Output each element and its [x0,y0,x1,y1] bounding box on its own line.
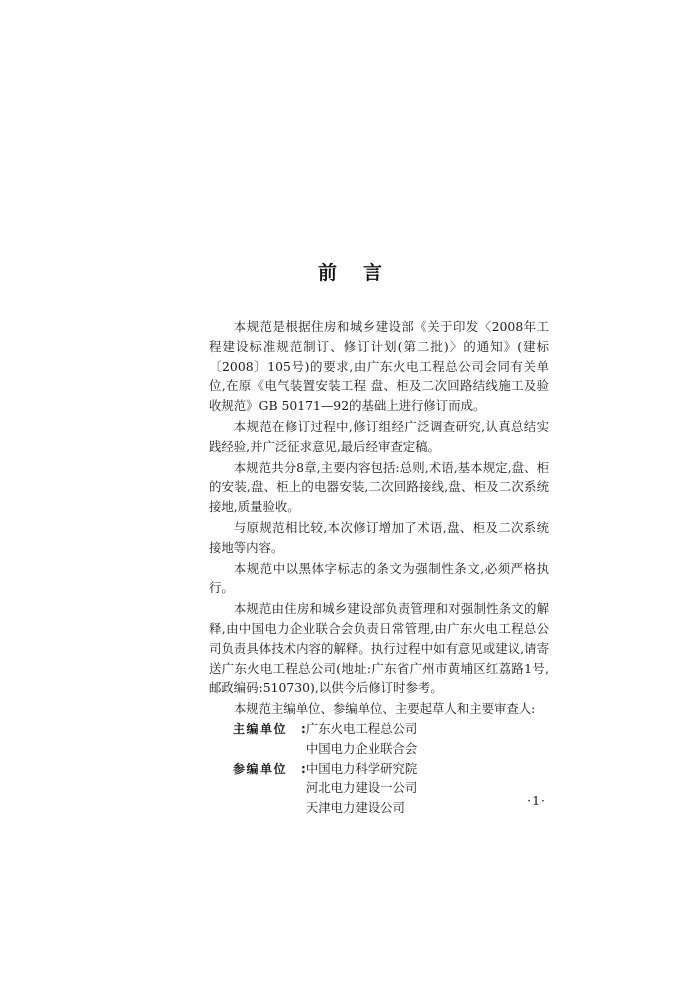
paragraph-mandatory: 本规范中以黑体字标志的条文为强制性条文,必须严格执行。 [209,560,549,596]
paragraph-management: 本规范由住房和城乡建设部负责管理和对强制性条文的解释,由中国电力企业联合会负责日常管理,由广东火电工程总公司负责具体技术内容的解释。执行过程中如有意见或建议,请寄送广东火电工程总公司(地址:广东省广州市黄埔区红荔路1号,邮政编码:510730),以供今后修订时参考。 [209,601,549,696]
participating-units [209,759,549,818]
participating-label: 参编单位 [233,761,288,776]
page-number: ·1· [527,793,546,808]
paragraph-contents: 本规范共分8章,主要内容包括:总则,术语,基本规定,盘、柜的安装,盘、柜上的电器安装,二次回路接线,盘、柜及二次系统接地,质量验收。 [209,459,549,515]
paragraph-units-intro: 本规范主编单位、参编单位、主要起草人和主要审查人: [233,701,536,717]
participating-colon: : [301,761,306,776]
paragraph-basis: 本规范是根据住房和城乡建设部《关于印发〈2008年工程建设标准规范制订、修订计划(第二批)〉的通知》(建标〔2008〕105号)的要求,由广东火电工程总公司会同有关单位,在原《电气装置安装工程 盘、柜及二次回路结线施工及验收规范》GB 50171—92的基础上进行修订而成。 [209,319,549,414]
chief-editor-list [306,719,549,759]
paragraph-process: 本规范在修订过程中,修订组经广泛调查研究,认真总结实践经验,并广泛征求意见,最后经审查定稿。 [209,418,549,454]
unit-name: 天津电力建设公司 [305,800,405,816]
unit-name: 中国电力科学研究院 [305,760,418,776]
unit-name: 河北电力建设一公司 [305,780,418,796]
participating-list [306,759,549,818]
document-body [209,317,549,818]
unit-name: 广东火电工程总公司 [305,720,418,736]
unit-name: 中国电力企业联合会 [305,740,418,756]
chief-editor-label: 主编单位 [233,721,288,736]
chief-editor-colon: : [301,721,306,736]
chief-editor-units [209,719,549,759]
paragraph-changes: 与原规范相比较,本次修订增加了术语,盘、柜及二次系统接地等内容。 [209,519,549,555]
page-title: 前言 [317,262,408,284]
